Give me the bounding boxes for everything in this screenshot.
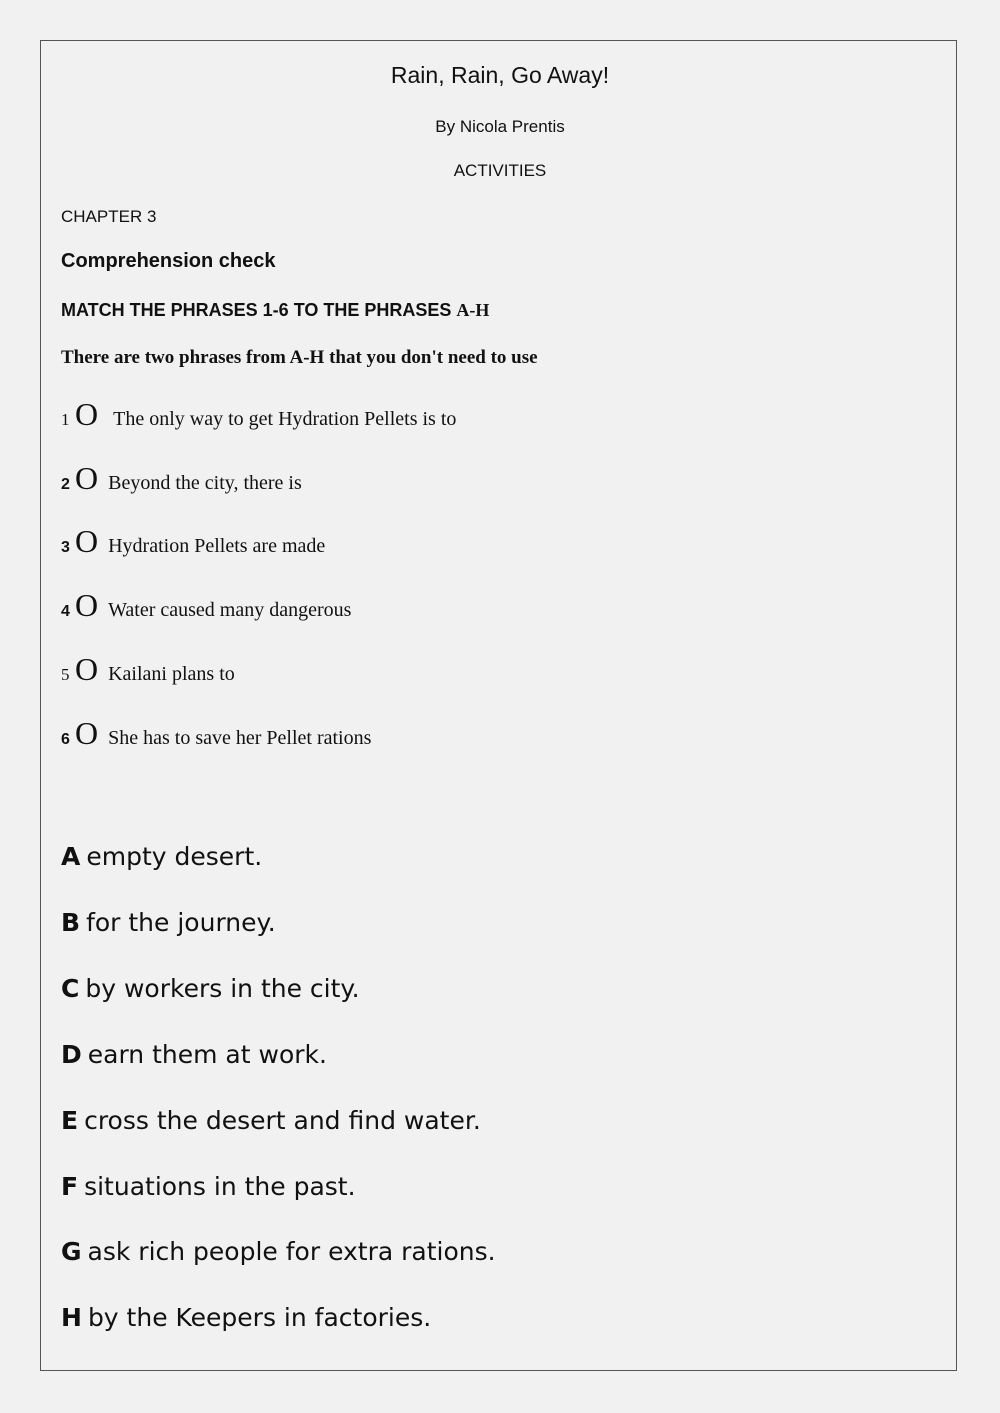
chapter-label: CHAPTER 3 [61,207,157,226]
question-number: 3 [61,539,70,556]
answer-option [61,1237,496,1266]
answer-circle[interactable]: O [75,715,99,751]
answer-letter: B [61,908,81,937]
question-item [61,462,302,495]
answer-letter: G [61,1237,82,1266]
author-line: By Nicola Prentis [435,117,565,136]
worksheet-title: Rain, Rain, Go Away! [390,62,610,88]
answer-text: empty desert. [86,842,263,871]
question-number: 5 [61,665,70,684]
answer-circle[interactable]: O [75,523,99,559]
answer-letter: F [61,1172,79,1201]
answer-letter: E [61,1106,79,1135]
answer-text: by workers in the city. [85,974,360,1003]
answer-text: by the Keepers in factories. [87,1303,432,1332]
answer-circle[interactable]: O [75,460,99,496]
question-item [61,525,325,558]
question-text: Beyond the city, there is [108,472,302,494]
match-instruction-text: MATCH THE PHRASES 1-6 TO THE PHRASES [61,300,452,320]
question-number: 6 [61,731,70,748]
answer-circle[interactable]: O [75,651,99,687]
answer-letter: D [61,1040,82,1069]
answer-text: situations in the past. [84,1172,356,1201]
section-heading: ACTIVITIES [453,161,547,180]
question-item [61,717,371,750]
answer-option [61,1040,327,1069]
answer-option [61,842,262,871]
question-text: Kailani plans to [108,663,235,685]
answer-text: cross the desert and find water. [84,1106,481,1135]
answer-option [61,974,360,1003]
answer-option [61,1172,356,1201]
answer-text: for the journey. [86,908,276,937]
match-instruction-range: A-H [456,300,490,320]
answer-option [61,908,276,937]
match-instruction [61,300,489,321]
question-text: Hydration Pellets are made [108,535,326,557]
answer-text: earn them at work. [87,1040,327,1069]
answer-option [61,1106,481,1135]
answer-option [61,1303,431,1332]
answer-letter: A [61,842,81,871]
question-item [61,398,456,431]
question-text: Water caused many dangerous [108,599,352,621]
question-number: 2 [61,476,70,493]
question-item [61,653,235,686]
answer-letter: C [61,974,80,1003]
answer-circle[interactable]: O [75,587,99,623]
question-item [61,589,351,622]
instruction-note: There are two phrases from A-H that you don't need to use [61,347,538,368]
question-text: She has to save her Pellet rations [108,727,372,749]
answer-circle[interactable]: O [75,396,99,432]
question-number: 1 [61,410,70,429]
answer-text: ask rich people for extra rations. [87,1237,496,1266]
comprehension-heading: Comprehension check [61,250,276,272]
answer-letter: H [61,1303,82,1332]
question-text: The only way to get Hydration Pellets is to [113,408,457,430]
question-number: 4 [61,603,70,620]
